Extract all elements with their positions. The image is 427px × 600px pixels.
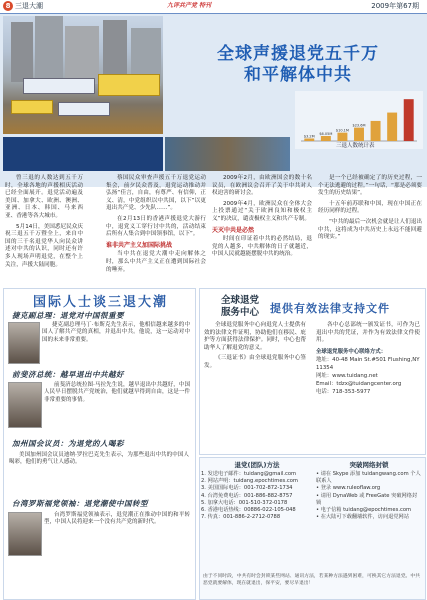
paragraph: 十五年前苏联和中国，现在中国正在经历同样的过程。 [318, 200, 422, 215]
story-paragraph: 美国加州国会议员迪纳·罗拉巴克先生表示，为那些退出中共的中国人喝彩，他们的勇气让人感动。 [9, 452, 189, 466]
firewall-row: • 请在 Skype 添加 tuidangwang.com 个人联系人 [316, 471, 421, 485]
chart-bar [371, 121, 381, 141]
article-column-4 [318, 175, 422, 285]
portrait-photo [8, 322, 40, 364]
service-column-1 [204, 322, 306, 374]
chart-bar [404, 99, 414, 141]
paragraph: 在2月13日的香港声援退党大游行中，退党义工穿行讨中共的，活动结束后所有人集合到中国领事馆，以下”。 [106, 215, 206, 238]
story-text [44, 382, 190, 404]
chart-data-label: $6.05M [319, 131, 333, 136]
chart-caption: 三退人数统计表 [336, 143, 375, 149]
paragraph: 《三退证书》由全球退党服务中心签发。 [204, 355, 306, 369]
withdrawal-methods [201, 460, 313, 521]
subheading: 天灭中共是必然 [212, 226, 255, 234]
title-line: 全球退党 [220, 295, 259, 306]
story-heading: 前斐济总统：越早退出中共越好 [12, 370, 124, 379]
paragraph: “中共的最后一次机会就是让人们退出中共，这将成为中共历史上永远不能回避的现实。” [318, 218, 422, 241]
contact-website-link[interactable]: 网址：www.tuidang.net [316, 372, 378, 379]
story-text [42, 322, 190, 344]
paragraph: 是一个已经被确定了的历史过程，一个无法逃避的过程。”一句话，“那是必须要发生的历史结果”。 [318, 175, 422, 197]
main-headline [172, 44, 424, 86]
section-name: 三退大潮 [15, 2, 43, 10]
paragraph: 5月14日，美国悉尼民众庆祝三退五千万暨全上，来自中国的三千名退党华人向民众讲述对中共的认识，同时还有许多人现场声明退党，在整个上关注，声援大陆同胞。 [5, 223, 83, 268]
chart-data-label: $10.1M [335, 128, 349, 133]
paragraph: 各中心总部统一颁发证书，可作为已退出中共的凭证，并作为有效法律文件使用。 [316, 322, 420, 344]
portrait-photo [8, 512, 42, 556]
service-center-title [215, 295, 265, 319]
chart-bar [354, 128, 364, 141]
story-heading: 加州国会议员：为退党的人喝彩 [12, 439, 124, 448]
page-header [0, 0, 427, 14]
contact-heading: 全球退党服务中心联络方式： [316, 348, 387, 355]
method-row: 7. 传真：001-886-2-2712-0788 [201, 514, 281, 521]
method-row: 3. 美国国际电话：001-702-872-1734 [201, 485, 293, 492]
chart-data-label: $23.6M [352, 123, 366, 128]
publication-name-text: 九评共产党 [167, 2, 198, 9]
publication-tag: 特刊 [199, 2, 212, 9]
paragraph: 当中共在退党大潮中走向解体之时，那么中共产主义正在遭到国际社会的唾弃。 [106, 251, 206, 273]
banner-photo-strip [3, 137, 163, 171]
method-row: 1. 发送电子邮件：tuidang@gmail.com [201, 471, 297, 477]
methods-footnote: 由于不同时段，中共有时会封锁某些网站、通讯方法，若某种方法遇到困难，可换其它方法退党。中共恶党就要解体，现在就退出，保平安，要尽早退出！ [203, 574, 420, 586]
contact-email-link[interactable]: Email：tdzx@tuidangcenter.org [316, 380, 402, 387]
parade-photo [165, 137, 290, 171]
article-column-3 [212, 175, 312, 285]
story-heading: 台湾罗斯福党领袖：退党潮使中国转型 [12, 499, 148, 508]
firewall-heading: 突破网络封锁 [349, 461, 389, 469]
firewall-row: • 登录 www.ruleoflaw.org [316, 485, 381, 492]
method-row: 2. 网站声明：tuidang.epochtimes.com [201, 478, 298, 485]
method-row: 4. 台湾免费电话：001-886-882-8757 [201, 492, 293, 499]
issue-number: 2009年第67期 [371, 2, 419, 10]
box-title: 国际人士谈三退大潮 [33, 295, 169, 310]
firewall-row: • 请用 DynaWeb 或 FreeGate 突破网络封锁 [316, 492, 418, 506]
story-text [44, 512, 190, 527]
headline-line-2: 和平解体中共 [244, 65, 352, 85]
story-paragraph: 捷克副总理马丁·布斯克先生表示，他相信越来越多的中国人了解共产党的真相，并退出中共。他说，这一运动对中国的未来非常重要。 [42, 322, 190, 343]
rally-photo [3, 16, 163, 134]
title-line: 服务中心 [220, 307, 259, 318]
service-center-headline: 提供有效法律支持文件 [270, 302, 390, 315]
chart-bar [387, 113, 397, 141]
story-heading: 捷克副总理：退党对中国很重要 [12, 311, 124, 320]
story-text [9, 452, 189, 467]
story-paragraph: 前斐济总统拉图·马拉先生说，越早退出中共越好，中国人民早日摆脱共产党统治，他们就越早得到自由，这是一件非常重要的事情。 [44, 382, 190, 403]
firewall-methods [316, 460, 422, 521]
paragraph: 2009年4月，欧洲民众在全体大会上投票通过“关于欧洲良知和极权主义”的决议，谴责极权主义和共产专制。 [212, 200, 312, 222]
article-column-1 [5, 175, 83, 283]
method-row: 6. 香港电话热线：00886-022-105-048 [201, 507, 296, 514]
paragraph: 全球退党服务中心向退党人士提供有效的法律文件证明，协助他们在移民、庇护等方面获得法律保护。同时，中心也帮助华人了解退党的意义。 [204, 322, 306, 351]
firewall-row: • 在大陆可下载翻墙软件，访问退党网站 [316, 514, 409, 521]
page-number-badge: 8 [3, 1, 13, 11]
paragraph: 曾三退的人数达到五千万时，全球各地的声援相庆活动已经全面展开。退党活动遍及美国、加拿大、欧洲、澳洲、亚洲、日本、韩国、马来西亚、香港等各大城市。 [5, 175, 83, 219]
chart-bar [304, 138, 314, 141]
paragraph: 2009年2月，由欧洲国会的数十名议员，在欧洲议会召开了关于中共对人权迫害的研讨会。 [212, 175, 312, 197]
paragraph: 蔡国民众审查声援五千万退党运动集会，前夕民众普及，退党运动推动并弘扬“佳言，自由，有尊严、有信仰，正义、清，中党组织以中共国，以下”以更退出共产党、少先队……”。 [106, 175, 206, 212]
publication-title [165, 0, 211, 10]
chart-bar [321, 136, 331, 141]
contact-phone: 电话：718-353-5977 [316, 388, 371, 395]
methods-heading: 退党(团队)方法 [234, 461, 280, 469]
chart-data-label: $3.2M [303, 134, 315, 139]
firewall-row: • 电子信箱 tuidang@epochtimes.com [316, 507, 412, 514]
method-row: 5. 加拿大电话：001-510-372-0178 [201, 499, 288, 506]
chart-bar [337, 133, 347, 141]
paragraph: 时间在印证着中共的必然结局，退党的人越多，中共解体的日子就越近，中国人民就越能摆脱中共的统治。 [212, 236, 312, 258]
subheading: 谁非共产主义加国际挑战 [106, 241, 173, 249]
story-paragraph: 台湾罗斯福党领袖表示，退党潮正在推动中国的和平转型，中国人民将迎来一个没有共产党的新时代。 [44, 512, 190, 526]
service-column-2 [316, 322, 420, 396]
headline-line-1: 全球声援退党五千万 [217, 44, 379, 64]
article-column-2 [106, 175, 206, 285]
contact-address: 地址：40-48 Main St.#501 Flushing,NY 11354 [316, 356, 420, 371]
portrait-photo [8, 382, 42, 428]
